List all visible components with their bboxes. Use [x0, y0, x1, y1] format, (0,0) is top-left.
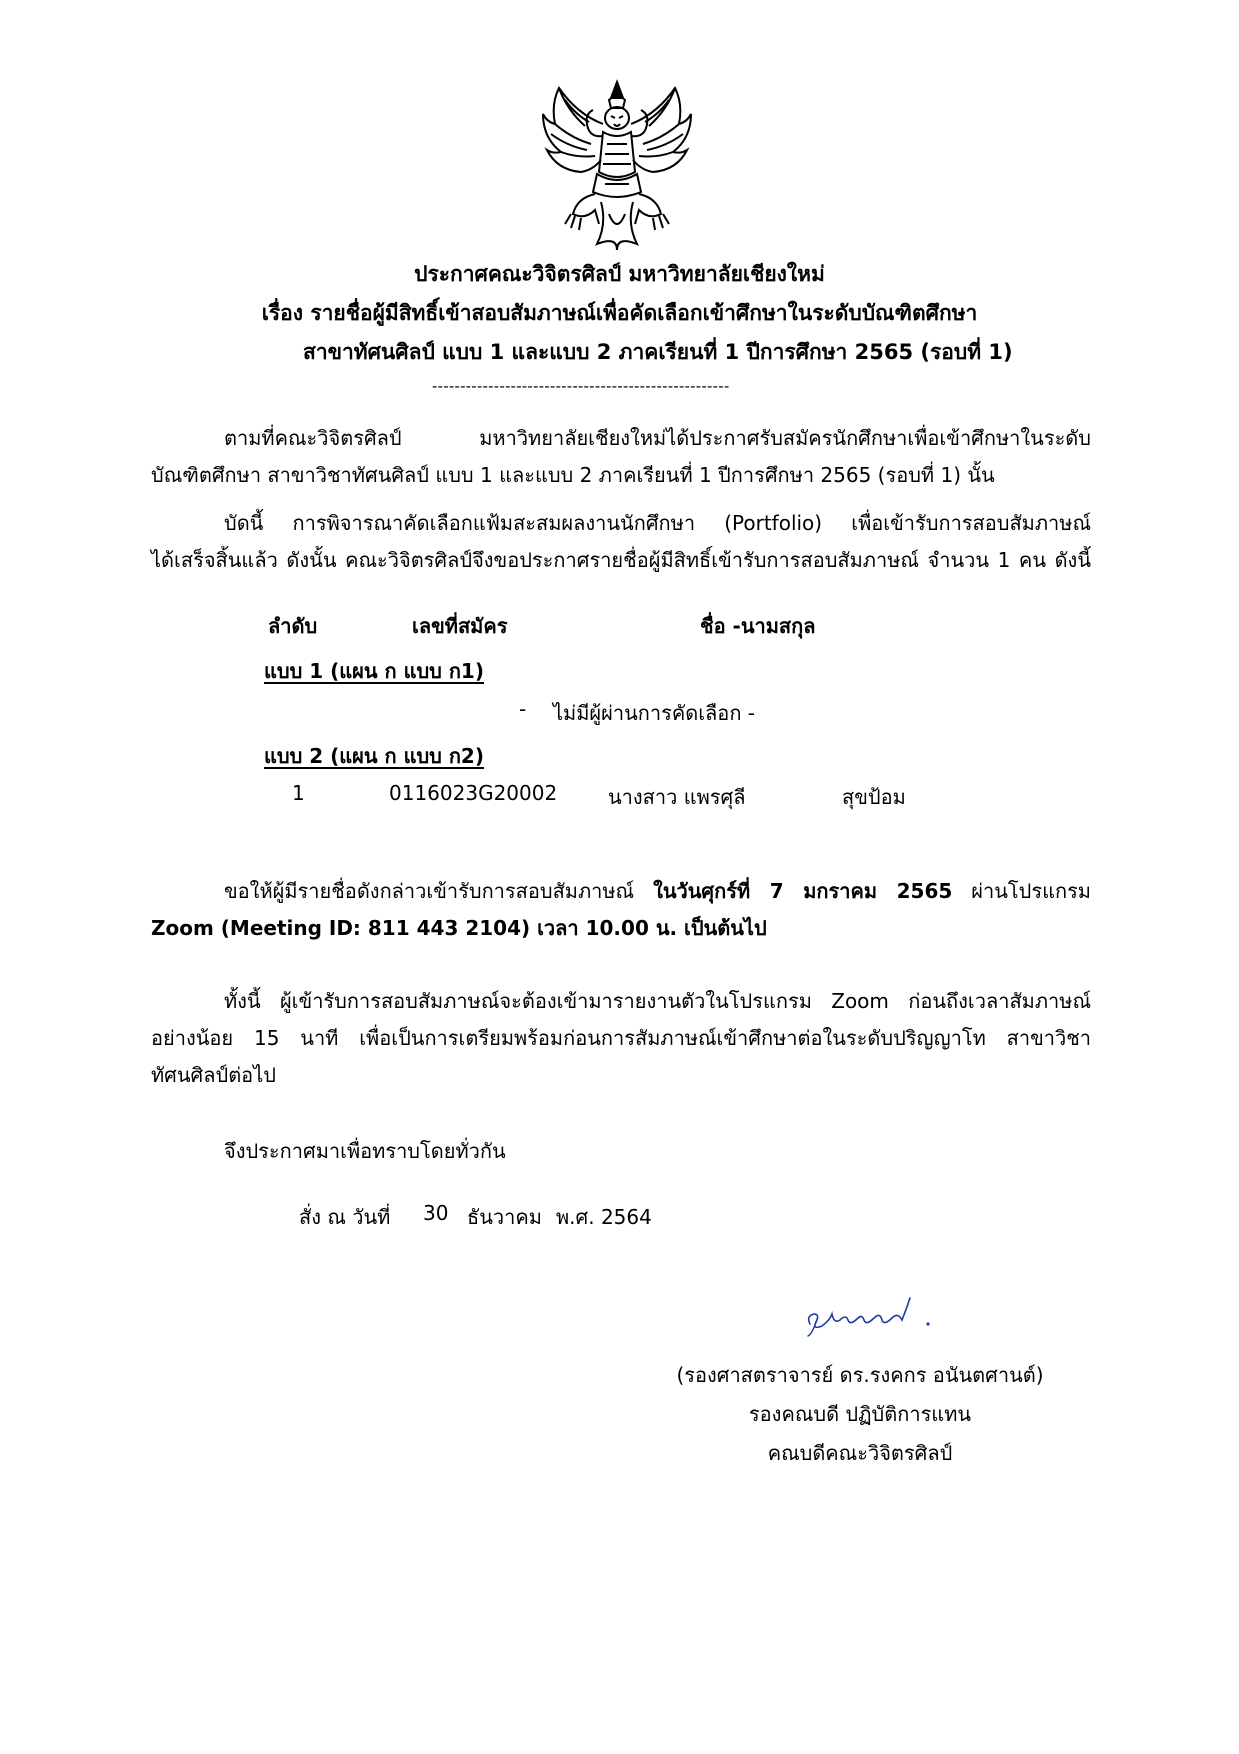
interview-tail: ผ่านโปรแกรม — [952, 879, 1091, 903]
announcement-header-line1: ประกาศคณะวิจิตรศิลป์ มหาวิทยาลัยเชียงใหม่ — [414, 262, 825, 286]
header-divider: ----------------------------------------------------- — [432, 377, 730, 395]
order-date-prefix: สั่ง ณ วันที่ — [299, 1205, 391, 1229]
plan1-dash: - — [519, 697, 527, 721]
plan2-heading: แบบ 2 (แผน ก แบบ ก2) — [264, 744, 484, 768]
plan1-heading: แบบ 1 (แผน ก แบบ ก1) — [264, 659, 484, 683]
row1-last-name: สุขป้อม — [842, 785, 906, 809]
report-line1: ทั้งนี้ ผู้เข้ารับการสอบสัมภาษณ์จะต้องเข้ามารายงานตัวในโปรแกรม Zoom ก่อนถึงเวลาสัมภาษณ์ — [224, 989, 1091, 1013]
signatory-name: (รองศาสตราจารย์ ดร.รงคกร อนันตศานต์) — [676, 1363, 1044, 1387]
column-header-order: ลำดับ — [268, 614, 318, 638]
report-line3: ทัศนศิลป์ต่อไป — [151, 1063, 276, 1087]
handwritten-signature-icon — [802, 1290, 942, 1340]
row1-first-name: นางสาว แพรศุลี — [608, 785, 746, 809]
order-date-day: 30 — [423, 1201, 449, 1225]
interview-date: ในวันศุกร์ที่ 7 มกราคม 2565 — [653, 879, 953, 903]
order-date-month: ธันวาคม — [467, 1205, 542, 1229]
intro-paragraph-2 — [151, 505, 1091, 579]
interview-zoom-details: Zoom (Meeting ID: 811 443 2104) เวลา 10.00 น. เป็นต้นไป — [151, 916, 767, 940]
report-paragraph — [151, 983, 1091, 1094]
signatory-position-dean: คณบดีคณะวิจิตรศิลป์ — [767, 1441, 953, 1465]
intro-p1-line1: ตามที่คณะวิจิตรศิลป์ มหาวิทยาลัยเชียงใหม่ได้ประกาศรับสมัครนักศึกษาเพื่อเข้าศึกษาในระดับ — [224, 426, 1091, 450]
report-line2: อย่างน้อย 15 นาที เพื่อเป็นการเตรียมพร้อมก่อนการสัมภาษณ์เข้าศึกษาต่อในระดับปริญญาโท สาขาวิชา — [151, 1026, 1091, 1050]
row1-application-no: 0116023G20002 — [389, 781, 558, 805]
intro-paragraph-1 — [151, 420, 1091, 494]
column-header-name: ชื่อ -นามสกุล — [700, 614, 816, 638]
intro-p2-line1: บัดนี้ การพิจารณาคัดเลือกแฟ้มสะสมผลงานนักศึกษา (Portfolio) เพื่อเข้ารับการสอบสัมภาษณ์ — [224, 511, 1091, 535]
interview-line1 — [151, 873, 1091, 910]
signatory-position-acting: รองคณบดี ปฏิบัติการแทน — [748, 1402, 972, 1426]
column-header-application-no: เลขที่สมัคร — [412, 614, 508, 638]
garuda-emblem-icon — [537, 74, 697, 252]
interview-paragraph — [151, 873, 1091, 947]
announcement-program-line: สาขาทัศนศิลป์ แบบ 1 และแบบ 2 ภาคเรียนที่ 1 ปีการศึกษา 2565 (รอบที่ 1) — [303, 340, 1013, 364]
order-date-year: พ.ศ. 2564 — [556, 1205, 652, 1229]
row1-order: 1 — [292, 781, 305, 805]
interview-lead: ขอให้ผู้มีรายชื่อดังกล่าวเข้ารับการสอบสัมภาษณ์ — [224, 879, 654, 903]
intro-p2-line2: ได้เสร็จสิ้นแล้ว ดังนั้น คณะวิจิตรศิลป์จึงขอประกาศรายชื่อผู้มีสิทธิ์เข้ารับการสอบสัมภาษณ์ จำนวน 1 คน ดังนี้ — [151, 548, 1091, 572]
plan1-no-candidates: ไม่มีผู้ผ่านการคัดเลือก - — [553, 701, 756, 725]
announcement-subject-line: เรื่อง รายชื่อผู้มีสิทธิ์เข้าสอบสัมภาษณ์เพื่อคัดเลือกเข้าศึกษาในระดับบัณฑิตศึกษา — [261, 301, 978, 325]
intro-p1-line2: บัณฑิตศึกษา สาขาวิชาทัศนศิลป์ แบบ 1 และแบบ 2 ภาคเรียนที่ 1 ปีการศึกษา 2565 (รอบที่ 1) นั้น — [151, 463, 995, 487]
closing-announcement: จึงประกาศมาเพื่อทราบโดยทั่วกัน — [224, 1139, 506, 1163]
